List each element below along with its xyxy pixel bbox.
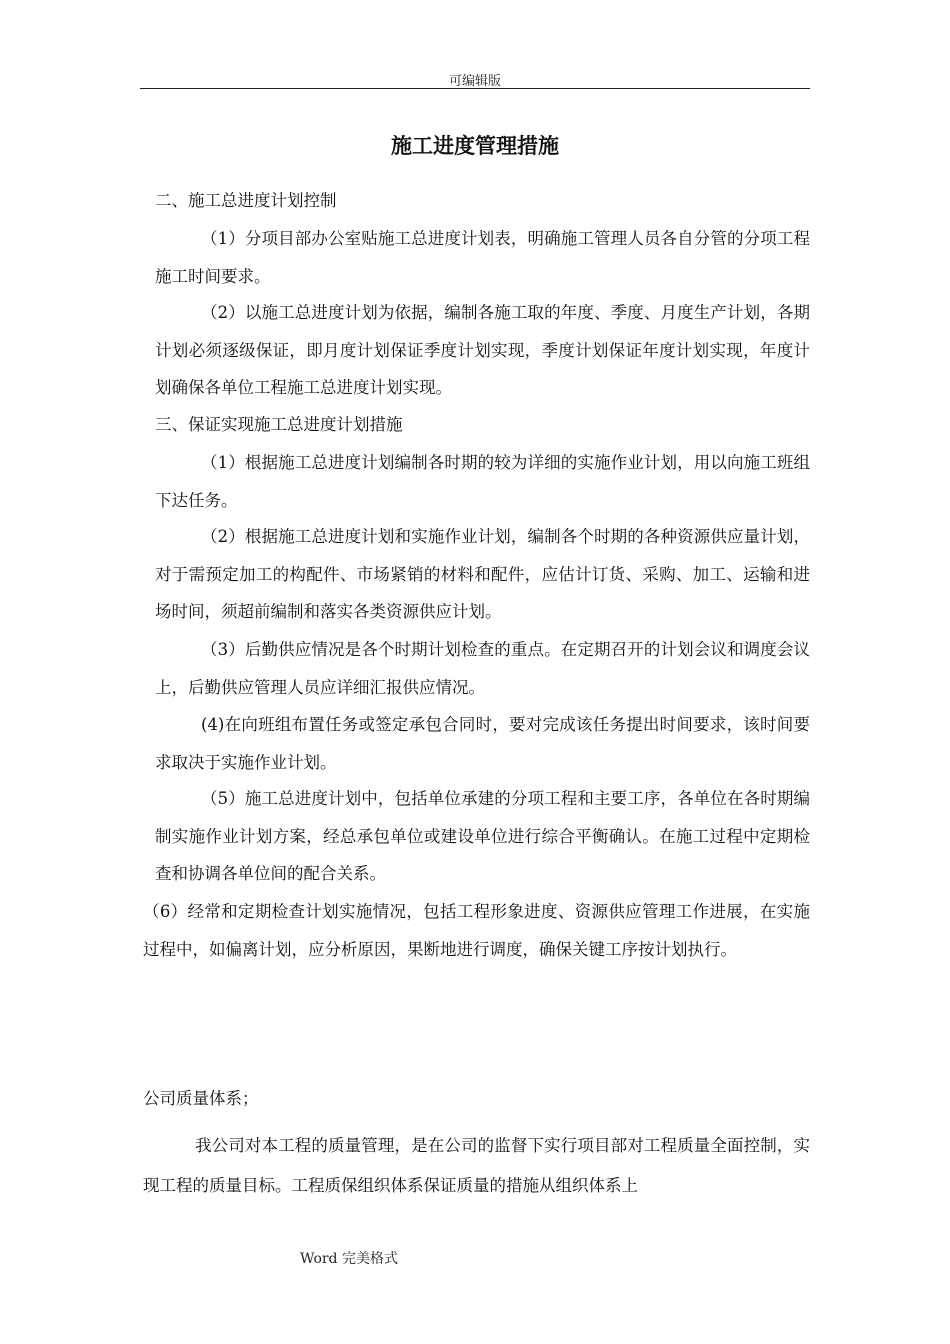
section-3-item-1: （1）根据施工总进度计划编制各时期的较为详细的实施作业计划，用以向施工班组下达任务。 bbox=[155, 453, 810, 510]
page-footer: Word 完美格式 bbox=[300, 1251, 398, 1267]
section-3-item-5: （5）施工总进度计划中，包括单位承建的分项工程和主要工序，各单位在各时期编制实施作业计划方案，经总承包单位或建设单位进行综合平衡确认。在施工过程中定期检查和协调各单位间的配合关系。 bbox=[155, 789, 810, 883]
section-2-item-1: （1）分项目部办公室贴施工总进度计划表，明确施工管理人员各自分管的分项工程施工时间要求。 bbox=[155, 229, 810, 286]
page-header: 可编辑版 bbox=[448, 74, 501, 89]
section-3-item-4: (4)在向班组布置任务或签定承包合同时，要对完成该任务提出时间要求，该时间要求取决于实施作业计划。 bbox=[155, 715, 810, 772]
quality-body: 我公司对本工程的质量管理，是在公司的监督下实行项目部对工程质量全面控制，实现工程的质量目标。工程质保组织体系保证质量的措施从组织体系上 bbox=[143, 1136, 810, 1195]
document-title: 施工进度管理措施 bbox=[391, 134, 559, 158]
section-3-item-2: （2）根据施工总进度计划和实施作业计划，编制各个时期的各种资源供应量计划，对于需预定加工的构配件、市场紧销的材料和配件，应估计订货、采购、加工、运输和进场时间，须超前编制和落实各类资源供应计划。 bbox=[155, 527, 810, 621]
section-2-heading: 二、施工总进度计划控制 bbox=[155, 191, 337, 210]
header-rule bbox=[140, 88, 810, 89]
section-3-item-3: （3）后勤供应情况是各个时期计划检查的重点。在定期召开的计划会议和调度会议上，后勤供应管理人员应详细汇报供应情况。 bbox=[155, 640, 810, 697]
section-3-heading: 三、保证实现施工总进度计划措施 bbox=[155, 415, 403, 434]
quality-heading: 公司质量体系； bbox=[143, 1089, 259, 1108]
section-3-item-6: （6）经常和定期检查计划实施情况，包括工程形象进度、资源供应管理工作进展，在实施过程中，如偏离计划，应分析原因，果断地进行调度，确保关键工序按计划执行。 bbox=[143, 902, 810, 959]
section-2-item-2: （2）以施工总进度计划为依据，编制各施工取的年度、季度、月度生产计划，各期计划必须逐级保证，即月度计划保证季度计划实现，季度计划保证年度计划实现，年度计划确保各单位工程施工总进度计划实现。 bbox=[155, 303, 810, 397]
